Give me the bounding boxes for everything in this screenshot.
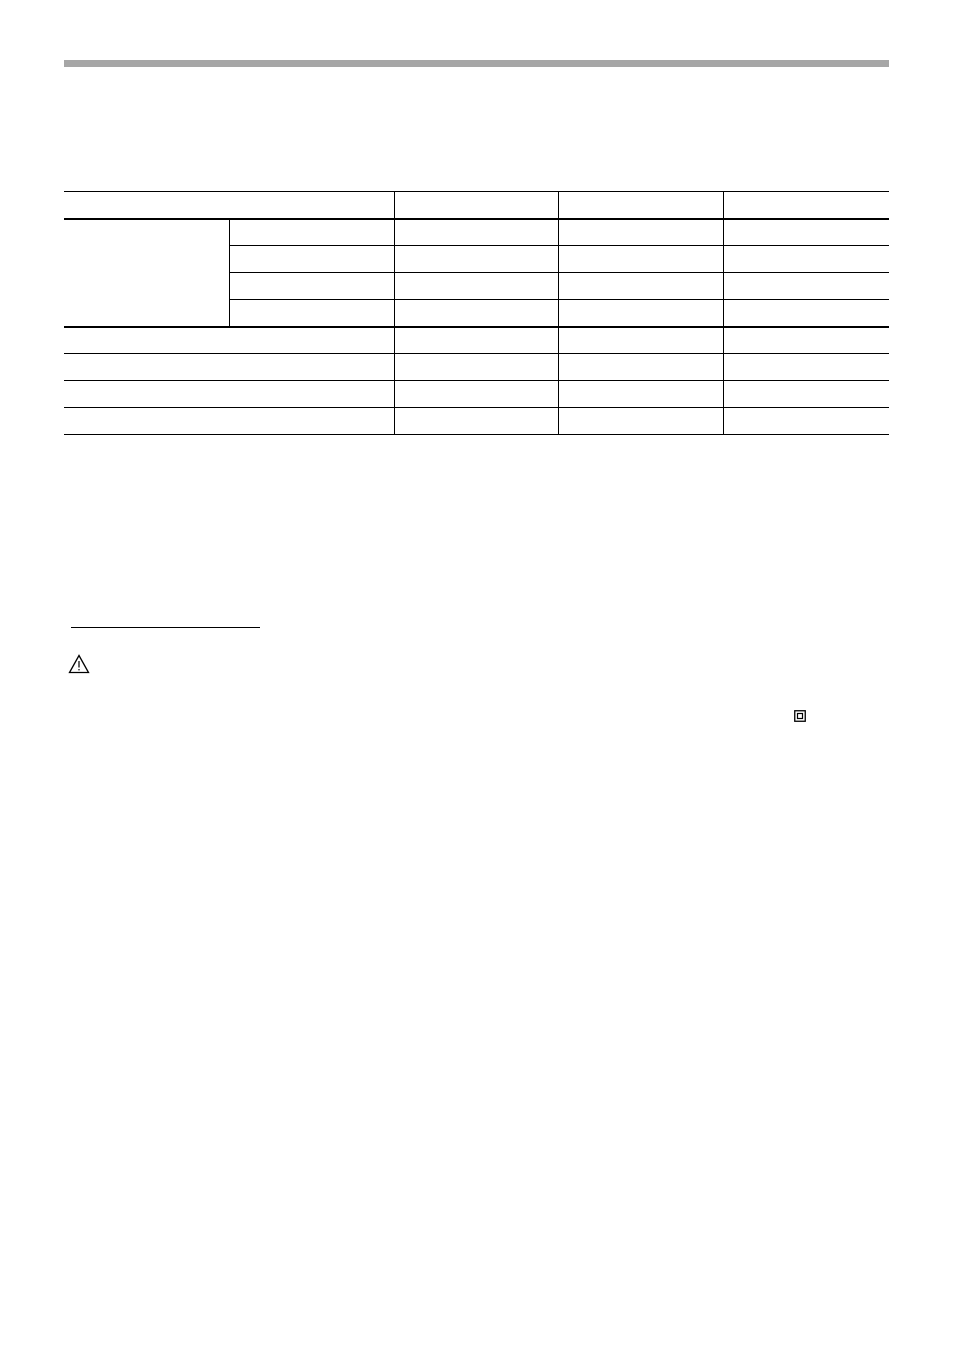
value-cell: [558, 273, 723, 300]
value-cell: [394, 354, 558, 381]
header-cell-label: [64, 192, 394, 219]
value-cell: [558, 327, 723, 354]
sub-label-cell: [229, 219, 394, 246]
row-label-cell: [64, 354, 394, 381]
value-cell: [558, 408, 723, 435]
group-label-cell: [64, 219, 229, 327]
value-cell: [558, 219, 723, 246]
warning-triangle-icon: [68, 654, 90, 674]
double-insulation-icon: [794, 710, 806, 722]
sub-label-cell: [229, 300, 394, 327]
table-header-row: [64, 192, 889, 219]
sub-label-cell: [229, 273, 394, 300]
table-row: [64, 381, 889, 408]
row-label-cell: [64, 408, 394, 435]
value-cell: [394, 273, 558, 300]
header-cell-model-2: [558, 192, 723, 219]
value-cell: [723, 327, 889, 354]
value-cell: [394, 219, 558, 246]
value-cell: [723, 219, 889, 246]
value-cell: [723, 246, 889, 273]
value-cell: [723, 300, 889, 327]
value-cell: [558, 300, 723, 327]
header-cell-model-3: [723, 192, 889, 219]
header-rule: [64, 60, 889, 67]
table-row: [64, 408, 889, 435]
table-row: [64, 354, 889, 381]
specifications-table: [64, 191, 889, 435]
table-row: [64, 327, 889, 354]
value-cell: [394, 408, 558, 435]
row-label-cell: [64, 327, 394, 354]
table-row: [64, 219, 889, 246]
value-cell: [723, 381, 889, 408]
value-cell: [558, 381, 723, 408]
value-cell: [394, 300, 558, 327]
value-cell: [394, 246, 558, 273]
row-label-cell: [64, 381, 394, 408]
value-cell: [558, 354, 723, 381]
value-cell: [394, 381, 558, 408]
sub-label-cell: [229, 246, 394, 273]
header-cell-model-1: [394, 192, 558, 219]
value-cell: [558, 246, 723, 273]
value-cell: [723, 354, 889, 381]
value-cell: [394, 327, 558, 354]
value-cell: [723, 408, 889, 435]
value-cell: [723, 273, 889, 300]
section-heading-underline: [71, 627, 260, 628]
